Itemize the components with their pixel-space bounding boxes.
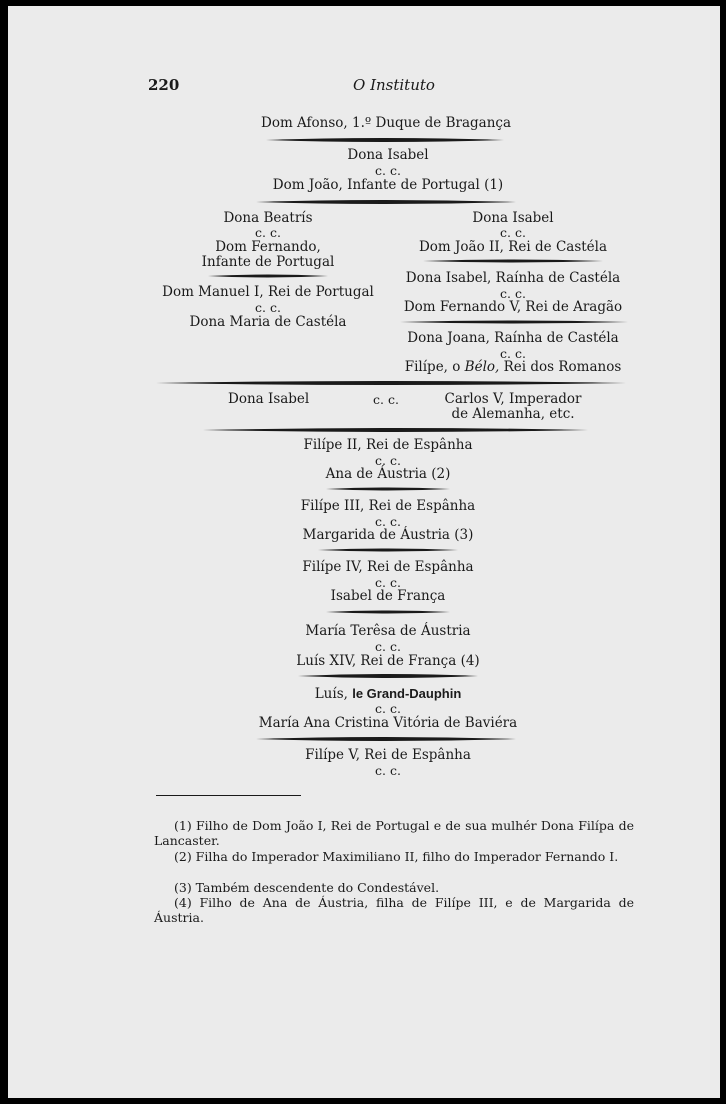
maria-ana-entry: María Ana Cristina Vitória de Baviéra <box>258 715 518 731</box>
filipe2-entry: Filípe II, Rei de Espânha <box>303 437 473 453</box>
cc-label: c. c. <box>375 763 401 778</box>
footnote: (3) Também descendente do Condestável. <box>174 880 440 895</box>
cc-label: c. c. <box>255 300 281 315</box>
cc-label: c. c. <box>375 701 401 716</box>
isabel-franca-entry: Isabel de França <box>330 588 446 604</box>
brace-rule <box>326 607 450 617</box>
brace-rule <box>298 670 478 682</box>
joana-entry: Dona Joana, Raínha de Castéla <box>407 330 619 346</box>
joao2-entry: Dom João II, Rei de Castéla <box>418 239 608 255</box>
book-page <box>8 6 720 1098</box>
brace-rule <box>156 376 626 390</box>
footnote: (2) Filha do Imperador Maximiliano II, filho do Imperador Fernando I. <box>174 849 619 864</box>
cc-label: c. c. <box>255 225 281 240</box>
brace-rule <box>423 256 603 266</box>
ana-entry: Ana de Áustria (2) <box>325 466 451 482</box>
fernando-infante-entry: Dom Fernando, <box>215 239 321 255</box>
isabel-bottom-entry: Dona Isabel <box>228 391 310 407</box>
joao-infante-entry: Dom João, Infante de Portugal (1) <box>272 177 504 193</box>
brace-rule <box>400 317 628 327</box>
filipe5-entry: Filípe V, Rei de Espânha <box>305 747 471 763</box>
brace-rule <box>256 196 516 208</box>
cc-label: c. c. <box>500 225 526 240</box>
page-number: 220 <box>148 76 180 94</box>
luis-dauphin-entry: Luís, le Grand-Dauphin <box>314 686 462 702</box>
cc-label: c. c. <box>375 575 401 590</box>
cc-label: c. c. <box>375 514 401 529</box>
footnote: (1) Filho de Dom João I, Rei de Portugal e de sua mulhér Dona Filípa de Lancaster. <box>154 818 634 848</box>
cc-label: c. c. <box>500 346 526 361</box>
manuel-entry: Dom Manuel I, Rei de Portugal <box>162 284 374 300</box>
filipe-belo-entry: Filípe, o Bélo, Rei dos Romanos <box>404 359 622 375</box>
footnote-separator <box>156 795 301 796</box>
beatris-entry: Dona Beatrís <box>223 210 313 226</box>
fernando-infante-entry: Infante de Portugal <box>201 254 335 270</box>
margarida-entry: Margarida de Áustria (3) <box>302 527 474 543</box>
carlos-entry: Carlos V, Imperador <box>444 391 582 407</box>
running-title: O Instituto <box>353 76 435 94</box>
isabel-rainha-entry: Dona Isabel, Raínha de Castéla <box>405 270 621 286</box>
brace-rule <box>256 733 516 745</box>
cc-label: c. c. <box>375 453 401 468</box>
afonso-entry: Dom Afonso, 1.º Duque de Bragança <box>260 115 512 131</box>
isabel-right-entry: Dona Isabel <box>472 210 554 226</box>
cc-label: c. c. <box>375 163 401 178</box>
maria-castela-entry: Dona Maria de Castéla <box>189 314 347 330</box>
filipe4-entry: Filípe IV, Rei de Espânha <box>302 559 474 575</box>
luis14-entry: Luís XIV, Rei de França (4) <box>296 653 480 669</box>
brace-rule <box>208 271 328 281</box>
brace-rule <box>326 484 450 494</box>
cc-label: c. c. <box>375 639 401 654</box>
cc-label: c. c. <box>500 286 526 301</box>
footnote: (4) Filho de Ana de Áustria, filha de Filípe III, e de Margarida de Áustria. <box>154 895 634 925</box>
fernando5-entry: Dom Fernando V, Rei de Aragão <box>403 299 623 315</box>
brace-rule <box>203 424 588 436</box>
brace-rule <box>318 545 458 555</box>
cc-label: c. c. <box>373 392 399 407</box>
brace-rule <box>266 134 504 146</box>
maria-teresa-entry: María Terêsa de Áustria <box>305 623 471 639</box>
filipe3-entry: Filípe III, Rei de Espânha <box>300 498 476 514</box>
carlos-entry: de Alemanha, etc. <box>451 406 575 422</box>
isabel-entry: Dona Isabel <box>347 147 429 163</box>
